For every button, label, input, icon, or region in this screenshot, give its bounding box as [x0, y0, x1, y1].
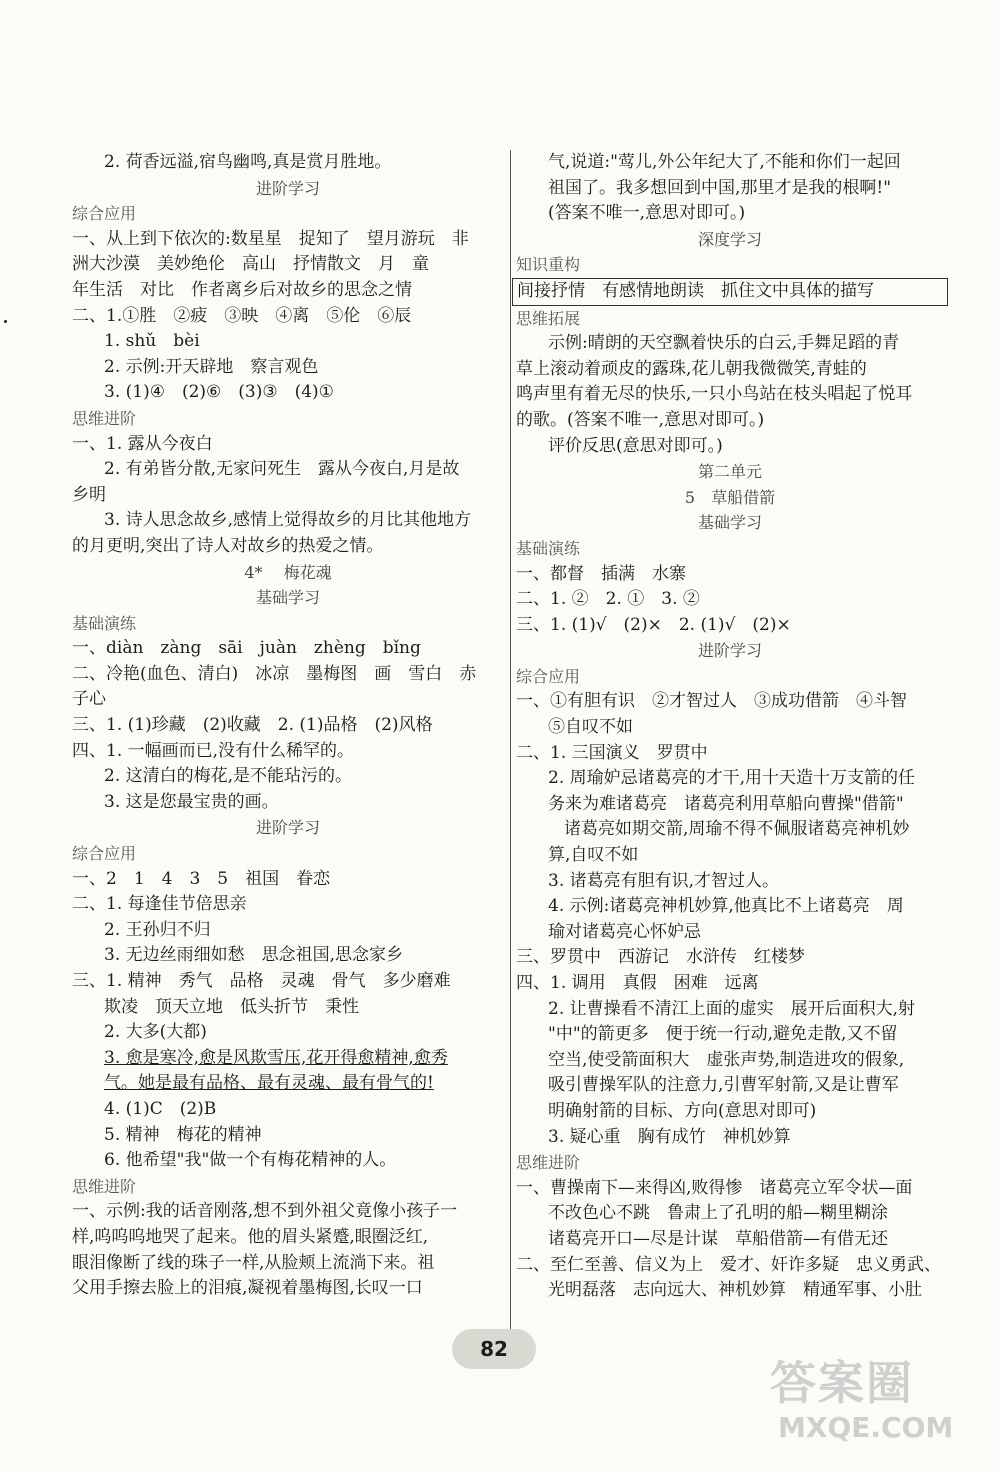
right-line: 二、1. 三国演义 罗贯中	[516, 742, 708, 763]
page-number: 82	[452, 1329, 536, 1369]
right-line: 三、1. (1)√ (2)× 2. (1)√ (2)×	[516, 614, 791, 635]
left-line: 3. 这是您最宝贵的画。	[104, 791, 279, 812]
left-line: 进阶学习	[255, 178, 320, 198]
right-line: 二、至仁至善、信义为上 爱才、奸诈多疑 忠义勇武、	[516, 1254, 941, 1275]
right-line: 的歌。(答案不唯一,意思对即可。)	[516, 409, 765, 430]
right-line: 基础演练	[516, 538, 581, 558]
left-line: 2. 大多(大都)	[104, 1022, 207, 1043]
right-line: 4. 示例:诸葛亮神机妙算,他真比不上诸葛亮 周	[548, 896, 904, 917]
right-line: (答案不唯一,意思对即可。)	[548, 203, 746, 224]
left-line: 一、示例:我的话音刚落,想不到外祖父竟像小孩子一	[72, 1201, 458, 1222]
right-line: 务来为难诸葛亮 诸葛亮利用草船向曹操"借箭"	[548, 793, 904, 814]
right-line: 诸葛亮开口—尽是计谋 草船借箭—有借无还	[548, 1228, 888, 1249]
right-line: 一、都督 插满 水寨	[516, 563, 686, 584]
left-line: 1. shǔ bèi	[104, 331, 200, 352]
left-line: 洲大沙漠 美妙绝伦 高山 抒情散文 月 童	[72, 254, 429, 275]
right-column	[516, 150, 944, 1304]
right-line: 光明磊落 志向远大、神机妙算 精通军事、小肚	[548, 1280, 922, 1301]
left-line: 思维进阶	[72, 408, 137, 428]
left-line: 三、1. (1)珍藏 (2)收藏 2. (1)品格 (2)风格	[72, 715, 433, 736]
right-line: 空当,使受箭面积大 虚张声势,制造进攻的假象,	[548, 1049, 905, 1070]
left-line: 4* 梅花魂	[244, 562, 332, 582]
right-line: 草上滚动着顽皮的露珠,花儿朝我微微笑,青蛙的	[516, 358, 867, 379]
left-line: 综合应用	[72, 844, 137, 864]
left-line: 父用手擦去脸上的泪痕,凝视着墨梅图,长叹一口	[72, 1278, 423, 1299]
left-line: 乡明	[72, 484, 106, 505]
right-line: 思维拓展	[516, 308, 581, 328]
right-line: 二、1. ② 2. ① 3. ②	[516, 589, 700, 610]
right-line: 吸引曹操军队的注意力,引曹军射箭,又是让曹军	[548, 1075, 899, 1096]
column-divider	[510, 150, 511, 1340]
right-line: 深度学习	[697, 229, 762, 249]
right-line: 进阶学习	[697, 641, 762, 661]
left-line: 基础学习	[255, 588, 320, 608]
left-line: 思维进阶	[72, 1176, 137, 1196]
scan-dot	[4, 320, 7, 323]
right-line: 祖国了。我多想回到中国,那里才是我的根啊!"	[548, 177, 892, 198]
right-line: 明确射箭的目标、方向(意思对即可)	[548, 1100, 817, 1121]
left-line: 一、2 1 4 3 5 祖国 眷恋	[72, 868, 331, 889]
right-line: 四、1. 调用 真假 困难 远离	[516, 973, 759, 993]
right-line: 算,自叹不如	[548, 845, 639, 866]
watermark	[770, 1355, 985, 1460]
left-line: 三、1. 精神 秀气 品格 灵魂 骨气 多少磨难	[72, 971, 451, 991]
watermark-url: MXQE.COM	[778, 1411, 954, 1444]
left-line: 眼泪像断了线的珠子一样,从脸颊上流淌下来。祖	[72, 1252, 435, 1273]
right-line: 思维进阶	[516, 1153, 581, 1173]
left-line: 四、1. 一幅画而已,没有什么稀罕的。	[72, 740, 355, 761]
left-line: 3. 诗人思念故乡,感情上觉得故乡的月比其他地方	[104, 510, 472, 531]
left-line: 2. 示例:开天辟地 察言观色	[104, 356, 319, 377]
left-line: 进阶学习	[255, 818, 320, 838]
left-line: 一、1. 露从今夜白	[72, 433, 213, 454]
left-line: 基础演练	[72, 613, 137, 633]
right-line: 气,说道:"莺儿,外公年纪大了,不能和你们一起回	[548, 152, 901, 172]
right-line: 2. 周瑜妒忌诸葛亮的才干,用十天造十万支箭的任	[548, 768, 916, 789]
left-line: 综合应用	[72, 204, 137, 224]
left-line: 2. 荷香远溢,宿鸟幽鸣,真是赏月胜地。	[104, 152, 392, 172]
right-line: 三、罗贯中 西游记 水浒传 红楼梦	[516, 947, 805, 968]
left-column	[72, 150, 504, 1302]
left-line: 二、1. 每逢佳节倍思亲	[72, 894, 247, 915]
right-line: 2. 让曹操看不清江上面的虚实 展开后面积大,射	[548, 998, 916, 1019]
left-line: 一、diàn zàng sāi juàn zhèng bǐng	[72, 638, 421, 659]
left-line: 2. 王孙归不归	[104, 919, 211, 940]
left-line: 3. 无边丝雨细如愁 思念祖国,思念家乡	[104, 945, 404, 966]
right-line: 3. 诸葛亮有胆有识,才智过人。	[548, 870, 780, 891]
left-line: 年生活 对比 作者离乡后对故乡的思念之情	[72, 279, 412, 300]
right-line: 评价反思(意思对即可。)	[548, 435, 723, 456]
left-line: 的月更明,突出了诗人对故乡的热爱之情。	[72, 535, 384, 556]
right-line: 综合应用	[516, 666, 581, 686]
left-line: 3. (1)④ (2)⑥ (3)③ (4)①	[104, 382, 334, 403]
left-line: 5. 精神 梅花的精神	[104, 1124, 262, 1145]
right-line: 一、曹操南下—来得凶,败得惨 诸葛亮立军令状—面	[516, 1177, 913, 1198]
right-line: 基础学习	[697, 513, 762, 533]
left-line: 二、1.①胜 ②疲 ③映 ④离 ⑤伦 ⑥辰	[72, 305, 412, 326]
left-line: 2. 这清白的梅花,是不能玷污的。	[104, 766, 353, 787]
left-line: 样,呜呜呜地哭了起来。他的眉头紧蹙,眼圈泛红,	[72, 1226, 429, 1247]
right-line: 诸葛亮如期交箭,周瑜不得不佩服诸葛亮神机妙	[564, 819, 910, 840]
left-line: 欺凌 顶天立地 低头折节 秉性	[104, 996, 359, 1017]
right-line: ⑤自叹不如	[548, 717, 633, 738]
left-line: 二、冷艳(血色、清白) 冰凉 墨梅图 画 雪白 赤	[72, 663, 477, 684]
right-line: 不改色心不跳 鲁肃上了孔明的船—糊里糊涂	[548, 1203, 888, 1224]
left-line: 6. 他希望"我"做一个有梅花精神的人。	[104, 1150, 397, 1171]
left-line: 4. (1)C (2)B	[104, 1098, 217, 1119]
right-line: 5 草船借箭	[684, 487, 776, 507]
right-line: 示例:晴朗的天空飘着快乐的白云,手舞足蹈的青	[548, 333, 900, 354]
right-line: 3. 疑心重 胸有成竹 神机妙算	[548, 1126, 791, 1147]
left-line: 2. 有弟皆分散,无家问死生 露从今夜白,月是故	[104, 459, 460, 480]
right-line: 瑜对诸葛亮心怀妒忌	[548, 921, 701, 942]
left-line: 一、从上到下依次的:数星星 捉知了 望月游玩 非	[72, 228, 469, 249]
right-line: "中"的箭更多 便于统一行动,避免走散,又不留	[548, 1024, 898, 1045]
right-line: 第二单元	[697, 462, 762, 482]
left-line: 子心	[72, 689, 106, 710]
right-line: 知识重构	[516, 255, 581, 275]
left-line: 3. 愈是寒冷,愈是风欺雪压,花开得愈精神,愈秀	[104, 1047, 448, 1068]
watermark-logo: 答案圈	[770, 1356, 914, 1410]
right-line: 一、①有胆有识 ②才智过人 ③成功借箭 ④斗智	[516, 691, 907, 712]
right-line: 间接抒情 有感情地朗读 抓住文中具体的描写	[512, 278, 948, 306]
right-line: 鸣声里有着无尽的快乐,一只小鸟站在枝头唱起了悦耳	[516, 384, 913, 405]
left-line: 气。她是最有品格、最有灵魂、最有骨气的!	[104, 1073, 434, 1094]
